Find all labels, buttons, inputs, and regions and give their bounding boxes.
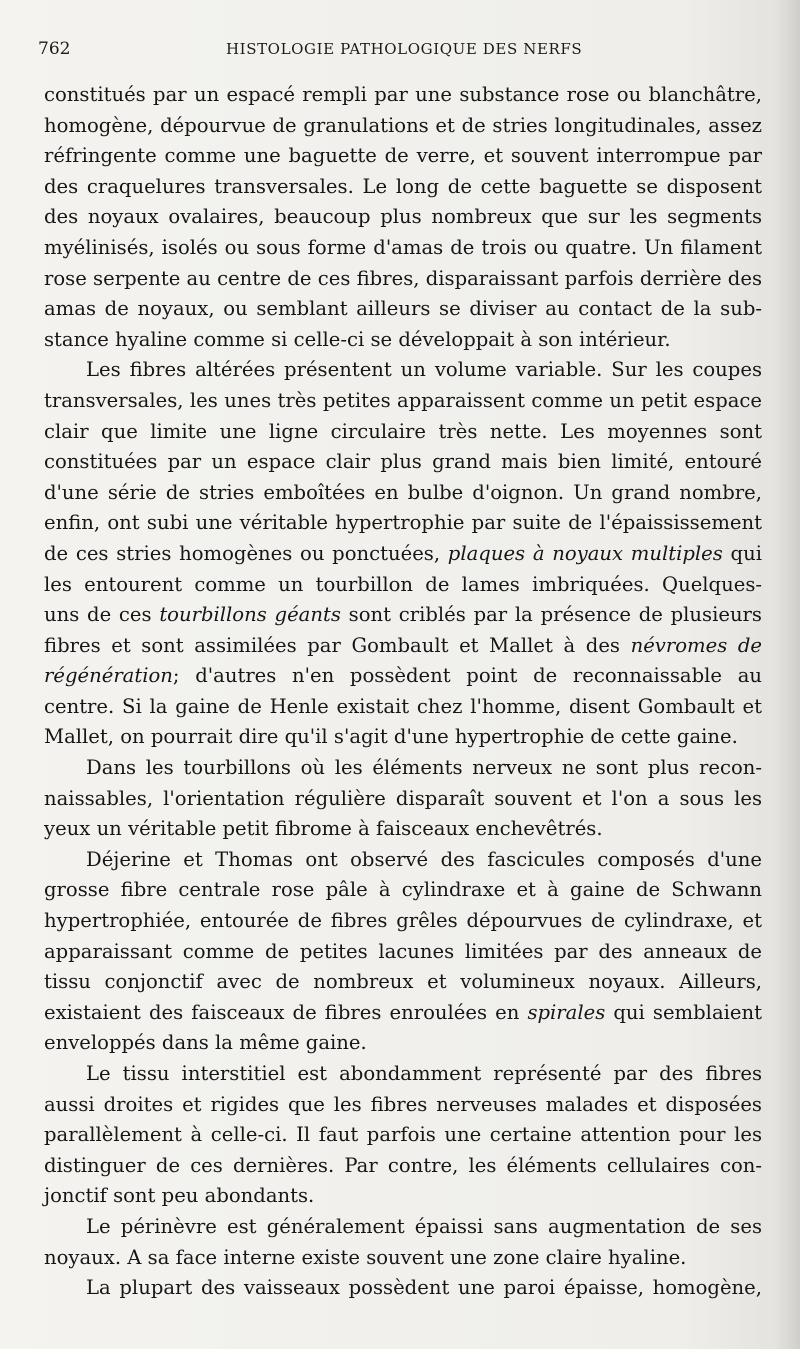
text-segment: grosse fibre centrale rose pâle à cylindraxe et à gaine de Schwann [44, 878, 762, 902]
text-line [44, 967, 762, 998]
text-line [44, 600, 762, 631]
text-line [44, 1243, 762, 1274]
text-line [44, 784, 762, 815]
text-line [44, 998, 762, 1029]
text-line [44, 906, 762, 937]
text-line [44, 753, 762, 784]
text-line [44, 722, 762, 753]
text-segment: ; d'autres n'en possèdent point de reconnaissable au [172, 664, 762, 688]
text-segment: Le périnèvre est généralement épaissi sans augmentation de ses [86, 1214, 762, 1238]
text-line [44, 1273, 762, 1304]
running-head: HISTOLOGIE PATHOLOGIQUE DES NERFS [226, 40, 583, 58]
text-segment: tissu conjonctif avec de nombreux et volumineux noyaux. Ailleurs, [44, 970, 762, 994]
text-line [44, 1120, 762, 1151]
text-segment: Le tissu interstitiel est abondamment représenté par des fibres [86, 1062, 762, 1085]
text-segment: stance hyaline comme si celle-ci se développait à son intérieur. [44, 327, 671, 351]
text-segment: existaient des faisceaux de fibres enroulées en [44, 1000, 528, 1024]
text-segment: homogène, dépourvue de granulations et de stries longitudinales, assez [44, 113, 762, 137]
text-line [44, 1151, 762, 1182]
text-segment: constituées par un espace clair plus grand mais bien limité, entouré [44, 450, 762, 474]
text-line [44, 631, 762, 662]
italic-text: tourbillons géants [159, 603, 341, 627]
text-line [44, 661, 762, 692]
text-segment: les entourent comme un tourbillon de lames imbriquées. Quelques- [44, 572, 762, 596]
text-segment: aussi droites et rigides que les fibres nerveuses malades et disposées [44, 1092, 762, 1116]
text-segment: fibres et sont assimilées par Gombault et Mallet à des [44, 633, 631, 657]
text-segment: sont criblés par la présence de plusieurs [340, 603, 762, 627]
text-segment: hypertrophiée, entourée de fibres grêles dépourvues de cylindraxe, et [44, 909, 762, 933]
text-segment: La plupart des vaisseaux possèdent une paroi épaisse, homogène, [86, 1276, 762, 1300]
text-segment: Mallet, on pourrait dire qu'il s'agit d'une hypertrophie de cette gaine. [44, 725, 738, 749]
text-line [44, 478, 762, 509]
text-segment: myélinisés, isolés ou sous forme d'amas de trois ou quatre. Un filament [44, 235, 762, 259]
italic-text: plaques à noyaux multiples [447, 541, 723, 565]
text-segment: uns de ces [44, 603, 160, 627]
text-segment: des craquelures transversales. Le long de cette baguette se disposent [44, 174, 762, 198]
page-number: 762 [38, 39, 71, 59]
text-segment: noyaux. A sa face interne existe souvent une zone claire hyaline. [44, 1245, 687, 1269]
text-line [44, 447, 762, 478]
text-line [44, 508, 762, 539]
text-line [44, 539, 762, 570]
text-segment: enveloppés dans la même gaine. [44, 1031, 367, 1055]
text-segment: réfringente comme une baguette de verre, et souvent interrompue par [44, 144, 762, 168]
text-line [44, 1059, 762, 1090]
text-segment: amas de noyaux, ou semblant ailleurs se diviser au contact de la sub- [44, 297, 762, 321]
text-line [44, 80, 762, 111]
text-line [44, 875, 762, 906]
italic-text: spirales [527, 1000, 606, 1024]
text-segment: jonctif sont peu abondants. [44, 1184, 315, 1208]
text-segment: rose serpente au centre de ces fibres, disparaissant parfois derrière des [44, 266, 762, 290]
text-segment: distinguer de ces dernières. Par contre, les éléments cellulaires con- [44, 1153, 762, 1177]
text-line [44, 1028, 762, 1059]
text-line [44, 294, 762, 325]
text-line [44, 111, 762, 142]
text-segment: apparaissant comme de petites lacunes limitées par des anneaux de [44, 939, 762, 963]
italic-text: régénération [44, 664, 173, 688]
text-line [44, 692, 762, 723]
text-line [44, 264, 762, 295]
text-segment: parallèlement à celle-ci. Il faut parfois une certaine attention pour les [44, 1123, 762, 1147]
text-line [44, 814, 762, 845]
page-header [38, 36, 758, 64]
text-segment: des noyaux ovalaires, beaucoup plus nombreux que sur les segments [44, 205, 762, 229]
text-line [44, 570, 762, 601]
text-line [44, 202, 762, 233]
text-segment: Déjerine et Thomas ont observé des fascicules composés d'une [86, 847, 762, 871]
text-line [44, 141, 762, 172]
text-line [44, 172, 762, 203]
text-line [44, 233, 762, 264]
text-segment: yeux un véritable petit fibrome à faisceaux enchevêtrés. [44, 817, 603, 841]
text-segment: enfin, ont subi une véritable hypertrophie par suite de l'épaississement [44, 511, 762, 535]
text-line [44, 355, 762, 386]
text-segment: qui semblaient [605, 1000, 762, 1024]
text-line [44, 325, 762, 356]
text-line [44, 937, 762, 968]
text-segment: constitués par un espacé rempli par une substance rose ou blanchâtre, [44, 83, 762, 106]
text-line [44, 1090, 762, 1121]
text-line [44, 417, 762, 448]
text-segment: transversales, les unes très petites apparaissent comme un petit espace [44, 388, 762, 412]
text-line [44, 845, 762, 876]
italic-text: névromes de [630, 633, 762, 657]
text-line [44, 386, 762, 417]
text-segment: clair que limite une ligne circulaire très nette. Les moyennes sont [44, 419, 762, 443]
text-segment: qui [722, 541, 762, 565]
text-segment: centre. Si la gaine de Henle existait chez l'homme, disent Gombault et [44, 694, 762, 718]
text-segment: Dans les tourbillons où les éléments nerveux ne sont plus recon- [86, 756, 762, 780]
body-text [44, 80, 762, 1304]
text-line [44, 1181, 762, 1212]
text-segment: de ces stries homogènes ou ponctuées, [44, 541, 448, 565]
text-segment: Les fibres altérées présentent un volume variable. Sur les coupes [86, 358, 762, 382]
text-segment: d'une série de stries emboîtées en bulbe d'oignon. Un grand nombre, [44, 480, 762, 504]
text-line [44, 1212, 762, 1243]
text-segment: naissables, l'orientation régulière disparaît souvent et l'on a sous les [44, 786, 762, 810]
